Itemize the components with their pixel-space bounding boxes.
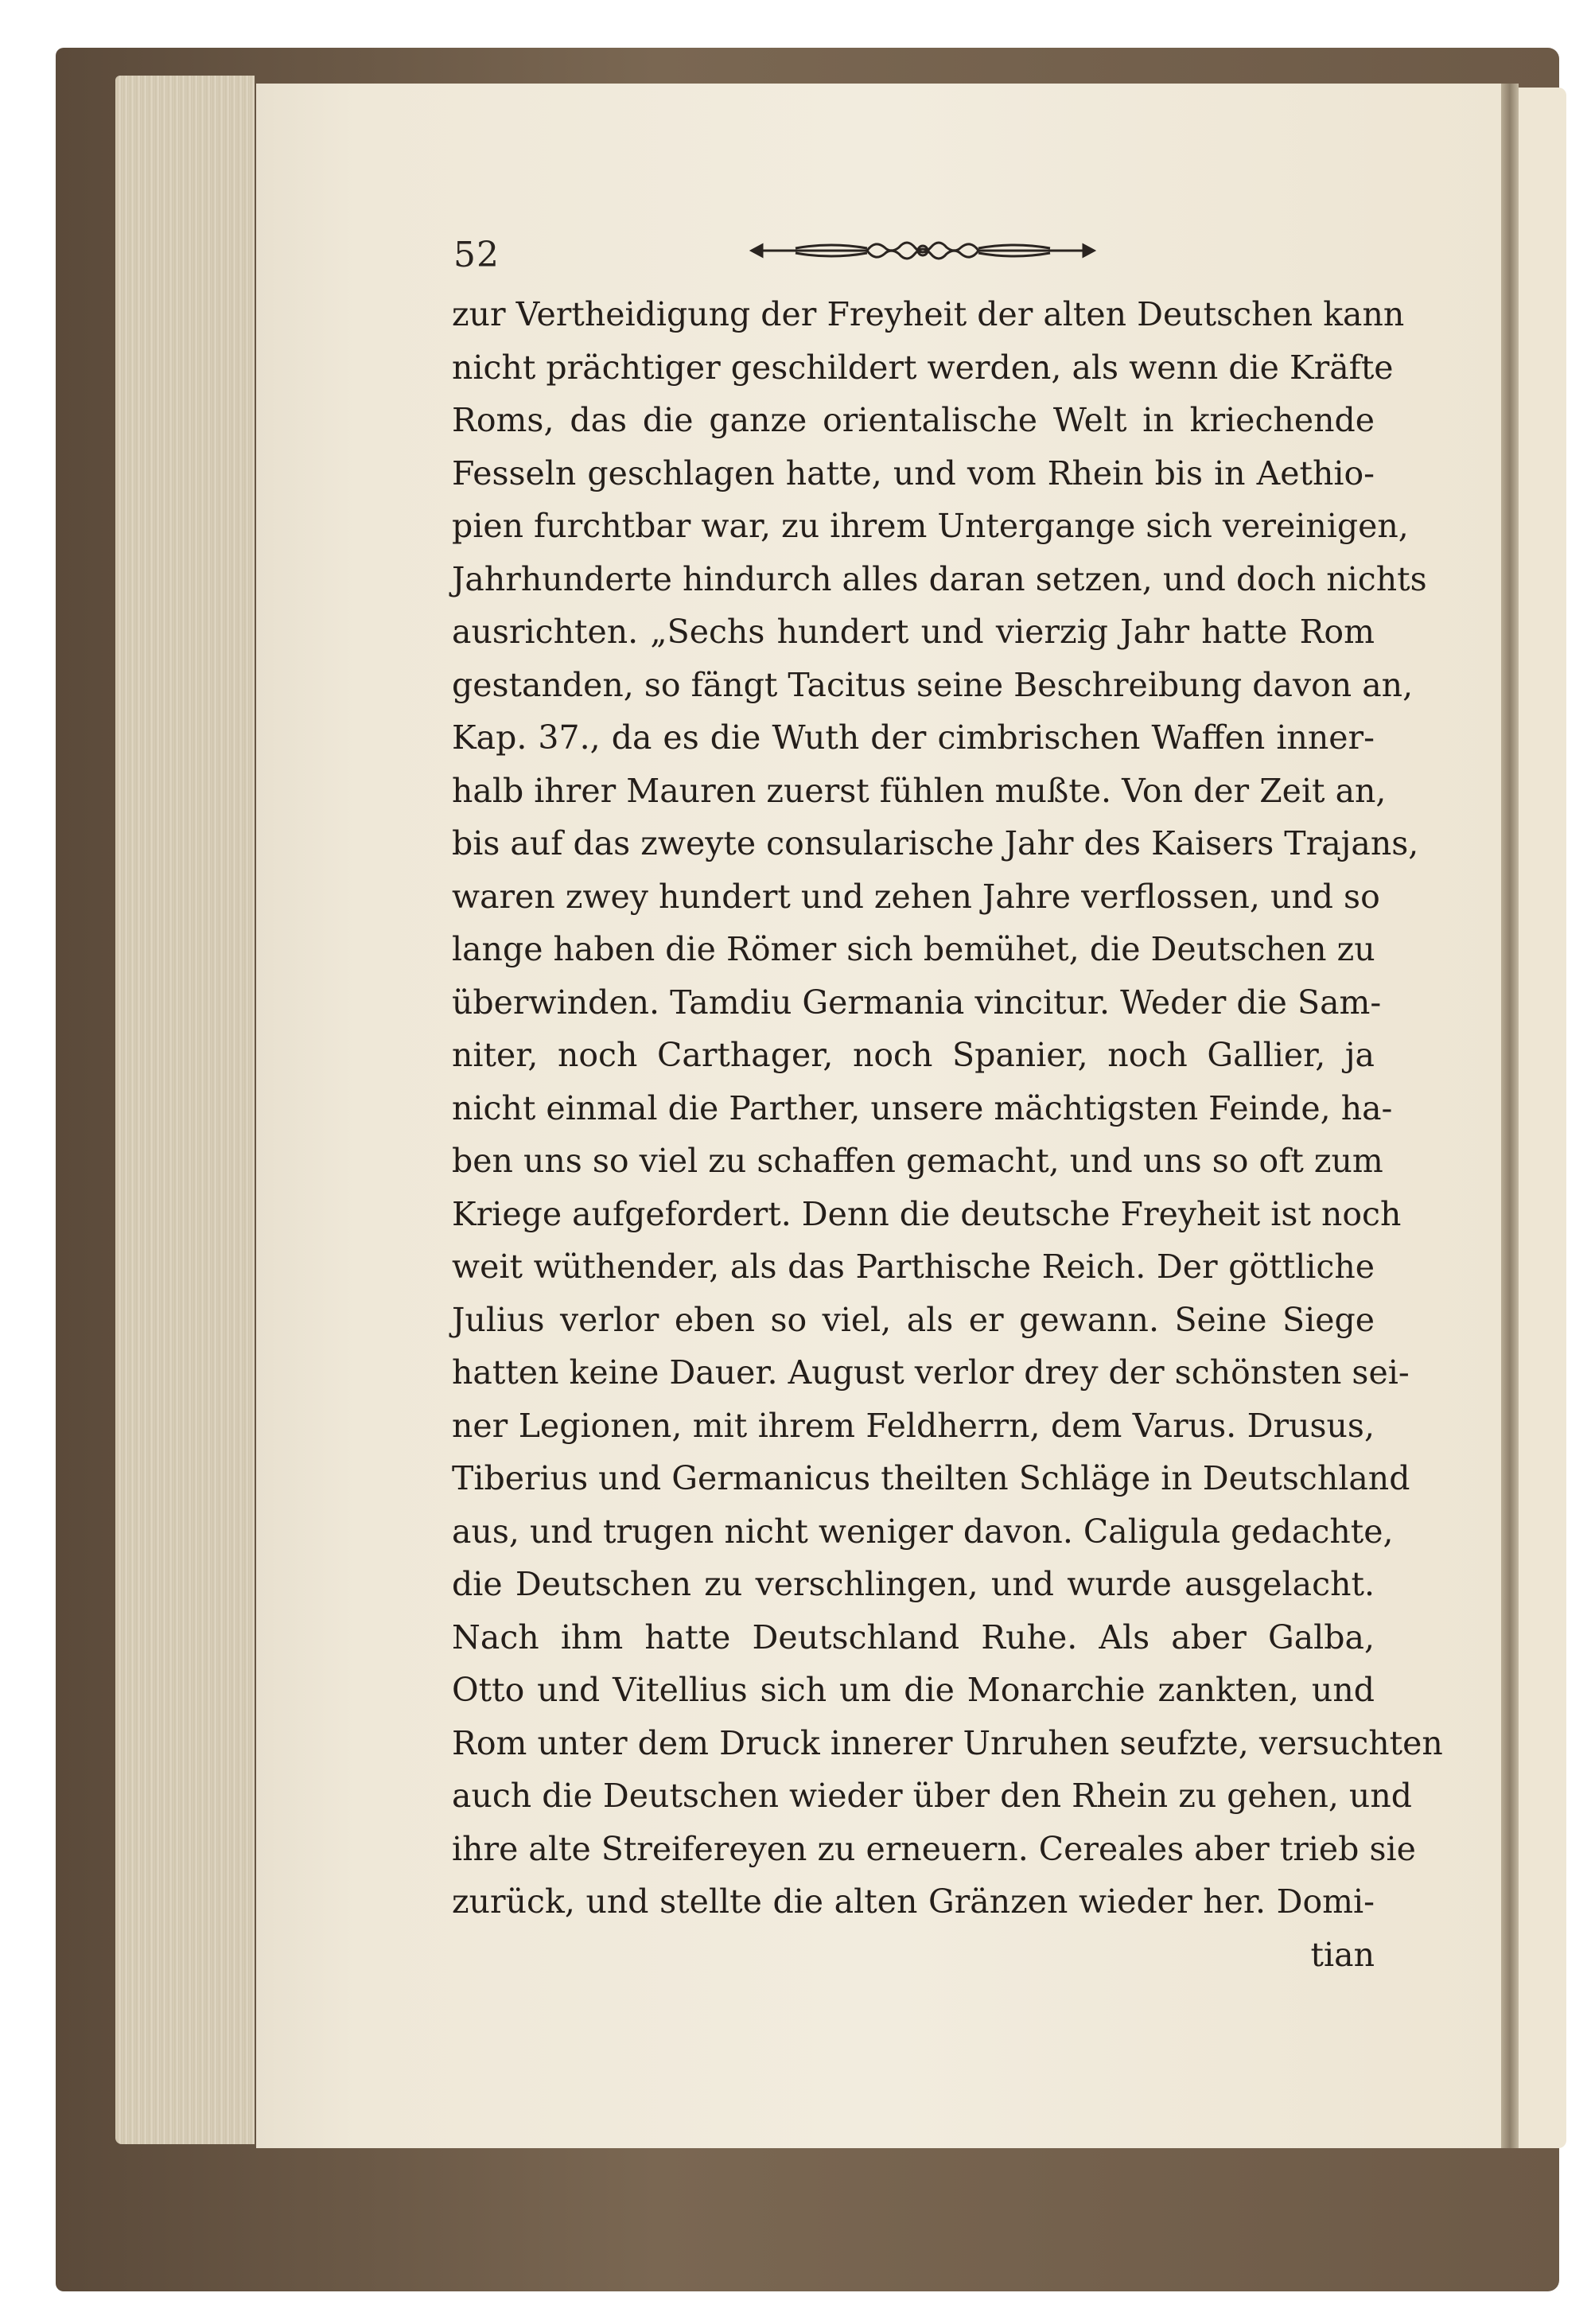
text-line: die Deutschen zu verschlingen, und wurde ausgelacht. bbox=[452, 1565, 1375, 1603]
text-line: auch die Deutschen wieder über den Rhein zu gehen, und bbox=[452, 1777, 1412, 1815]
text-line: Roms, das die ganze orientalische Welt in kriechende bbox=[452, 401, 1375, 439]
body-text bbox=[452, 288, 1443, 1981]
text-line: Fesseln geschlagen hatte, und vom Rhein bis in Aethio- bbox=[452, 454, 1375, 492]
text-line: überwinden. Tamdiu Germania vincitur. Weder die Sam- bbox=[452, 983, 1382, 1022]
text-line: aus, und trugen nicht weniger davon. Caligula gedachte, bbox=[452, 1512, 1394, 1551]
text-line: Nach ihm hatte Deutschland Ruhe. Als aber Galba, bbox=[452, 1617, 1375, 1656]
text-line: niter, noch Carthager, noch Spanier, noch Gallier, ja bbox=[452, 1036, 1375, 1074]
text-line: waren zwey hundert und zehen Jahre verflossen, und so bbox=[452, 877, 1380, 916]
text-line: hatten keine Dauer. August verlor drey der schönsten sei- bbox=[452, 1353, 1410, 1392]
text-line: Rom unter dem Druck innerer Unruhen seufzte, versuchten bbox=[452, 1723, 1443, 1762]
text-line: nicht prächtiger geschildert werden, als wenn die Kräfte bbox=[452, 348, 1394, 387]
text-line: ner Legionen, mit ihrem Feldherrn, dem Varus. Drusus, bbox=[452, 1406, 1375, 1445]
header-ornament-icon bbox=[748, 231, 1098, 271]
text-line: ben uns so viel zu schaffen gemacht, und uns so oft zum bbox=[452, 1142, 1383, 1180]
text-line: lange haben die Römer sich bemühet, die Deutschen zu bbox=[452, 930, 1375, 968]
text-line: bis auf das zweyte consularische Jahr des Kaisers Trajans, bbox=[452, 824, 1419, 862]
text-line: halb ihrer Mauren zuerst fühlen mußte. Von der Zeit an, bbox=[452, 771, 1387, 810]
page-edges bbox=[115, 76, 255, 2144]
page-number: 52 bbox=[453, 235, 500, 275]
text-line: zur Vertheidigung der Freyheit der alten Deutschen kann bbox=[452, 295, 1405, 333]
text-line: gestanden, so fängt Tacitus seine Beschreibung davon an, bbox=[452, 665, 1414, 704]
text-line: weit wüthender, als das Parthische Reich. Der göttliche bbox=[452, 1248, 1375, 1286]
text-line: ihre alte Streifereyen zu erneuern. Cereales aber trieb sie bbox=[452, 1829, 1416, 1868]
text-line: Kap. 37., da es die Wuth der cimbrischen Waffen inner- bbox=[452, 718, 1375, 757]
text-line: Kriege aufgefordert. Denn die deutsche Freyheit ist noch bbox=[452, 1194, 1402, 1233]
right-page-edge bbox=[1519, 88, 1566, 2148]
text-line: Julius verlor eben so viel, als er gewann. Seine Siege bbox=[452, 1300, 1375, 1339]
text-line: zurück, und stellte die alten Gränzen wieder her. Domi- bbox=[452, 1882, 1375, 1921]
book-gutter bbox=[1501, 84, 1519, 2148]
catchword: tian bbox=[1310, 1935, 1375, 1974]
text-line: nicht einmal die Parther, unsere mächtigsten Feinde, ha- bbox=[452, 1088, 1393, 1127]
text-line: ausrichten. „Sechs hundert und vierzig Jahr hatte Rom bbox=[452, 613, 1375, 651]
text-line: Jahrhunderte hindurch alles daran setzen, und doch nichts bbox=[452, 559, 1427, 598]
text-line: Otto und Vitellius sich um die Monarchie zankten, und bbox=[452, 1671, 1375, 1709]
text-line: Tiberius und Germanicus theilten Schläge in Deutschland bbox=[452, 1459, 1410, 1497]
text-line: pien furchtbar war, zu ihrem Untergange sich vereinigen, bbox=[452, 507, 1409, 545]
